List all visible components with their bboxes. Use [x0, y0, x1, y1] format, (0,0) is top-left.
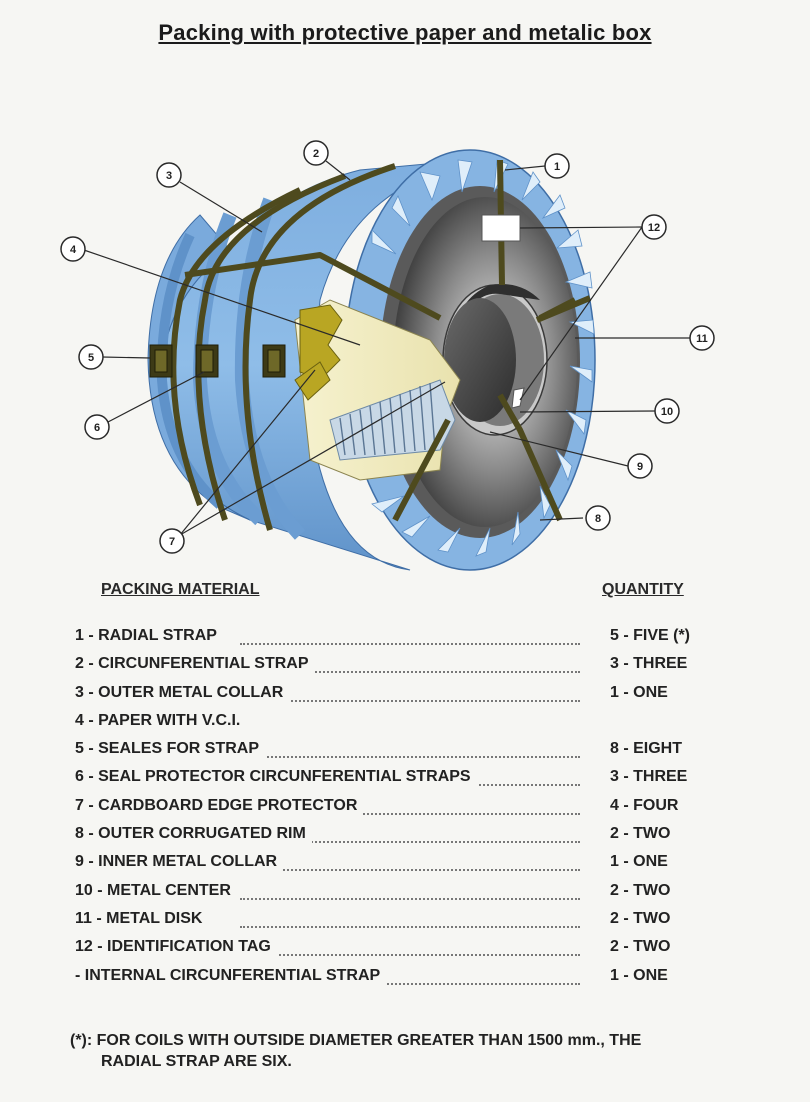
callout-5: 5 — [87, 352, 95, 364]
item-label: 10 - METAL CENTER — [75, 882, 237, 900]
dot-leader — [240, 954, 580, 956]
item-quantity: 3 - THREE — [610, 655, 688, 673]
list-item — [0, 740, 810, 768]
item-quantity: 8 - EIGHT — [610, 740, 683, 758]
callout-8: 8 — [594, 513, 602, 525]
list-item — [0, 627, 810, 655]
callout-9: 9 — [636, 461, 644, 473]
item-label: 11 - METAL DISK — [75, 910, 208, 928]
item-quantity: 2 - TWO — [610, 909, 671, 927]
item-quantity: 4 - FOUR — [610, 796, 679, 814]
list-item — [0, 797, 810, 825]
list-item — [0, 825, 810, 853]
dot-leader — [240, 643, 580, 645]
footnote-line-2: RADIAL STRAP ARE SIX. — [101, 1053, 292, 1070]
item-quantity: 1 - ONE — [610, 683, 668, 701]
list-item — [0, 655, 810, 683]
item-quantity: 1 - ONE — [610, 853, 668, 871]
item-label: 4 - PAPER WITH V.C.I. — [75, 712, 246, 730]
footnote — [70, 1030, 770, 1072]
callout-11: 11 — [696, 333, 708, 345]
callout-3: 3 — [165, 170, 173, 182]
item-quantity: 2 - TWO — [610, 938, 671, 956]
header-packing-material: PACKING MATERIAL — [101, 581, 260, 598]
list-item — [0, 712, 810, 740]
item-quantity: 3 - THREE — [610, 768, 688, 786]
item-label: 1 - RADIAL STRAP — [75, 627, 223, 645]
item-label: 9 - INNER METAL COLLAR — [75, 853, 283, 871]
packing-material-list — [0, 627, 810, 995]
item-quantity: 5 - FIVE (*) — [610, 627, 691, 644]
dot-leader — [240, 926, 580, 928]
list-item — [0, 938, 810, 966]
list-item — [0, 684, 810, 712]
callout-2: 2 — [312, 148, 320, 160]
list-item — [0, 882, 810, 910]
dot-leader — [240, 700, 580, 702]
list-item — [0, 768, 810, 796]
dot-leader — [240, 756, 580, 758]
callout-7: 7 — [168, 536, 176, 548]
item-quantity: 2 - TWO — [610, 881, 671, 899]
strap-seals — [150, 345, 285, 377]
item-label: 3 - OUTER METAL COLLAR — [75, 684, 289, 702]
list-item — [0, 853, 810, 881]
callout-12: 12 — [647, 222, 661, 234]
page-title: Packing with protective paper and metalic box — [158, 20, 652, 45]
item-label: 8 - OUTER CORRUGATED RIM — [75, 825, 312, 843]
item-quantity: 2 - TWO — [610, 825, 671, 843]
dot-leader — [240, 898, 580, 900]
callout-4: 4 — [69, 244, 77, 256]
dot-leader — [240, 869, 580, 871]
item-label: 12 - IDENTIFICATION TAG — [75, 938, 277, 956]
callout-6: 6 — [93, 422, 101, 434]
item-label: 7 - CARDBOARD EDGE PROTECTOR — [75, 797, 363, 815]
item-quantity: 1 - ONE — [610, 966, 668, 984]
item-label: - INTERNAL CIRCUNFERENTIAL STRAP — [75, 967, 386, 985]
footnote-line-1: (*): FOR COILS WITH OUTSIDE DIAMETER GREATER THAN 1500 mm., THE — [70, 1032, 642, 1049]
item-label: 5 - SEALES FOR STRAP — [75, 740, 265, 758]
callout-10: 10 — [660, 406, 674, 418]
item-label: 6 - SEAL PROTECTOR CIRCUNFERENTIAL STRAPS — [75, 768, 477, 786]
list-item — [0, 910, 810, 938]
item-label: 2 - CIRCUNFERENTIAL STRAP — [75, 655, 315, 673]
header-quantity: QUANTITY — [602, 581, 684, 598]
callout-1: 1 — [553, 161, 561, 173]
list-item — [0, 967, 810, 995]
